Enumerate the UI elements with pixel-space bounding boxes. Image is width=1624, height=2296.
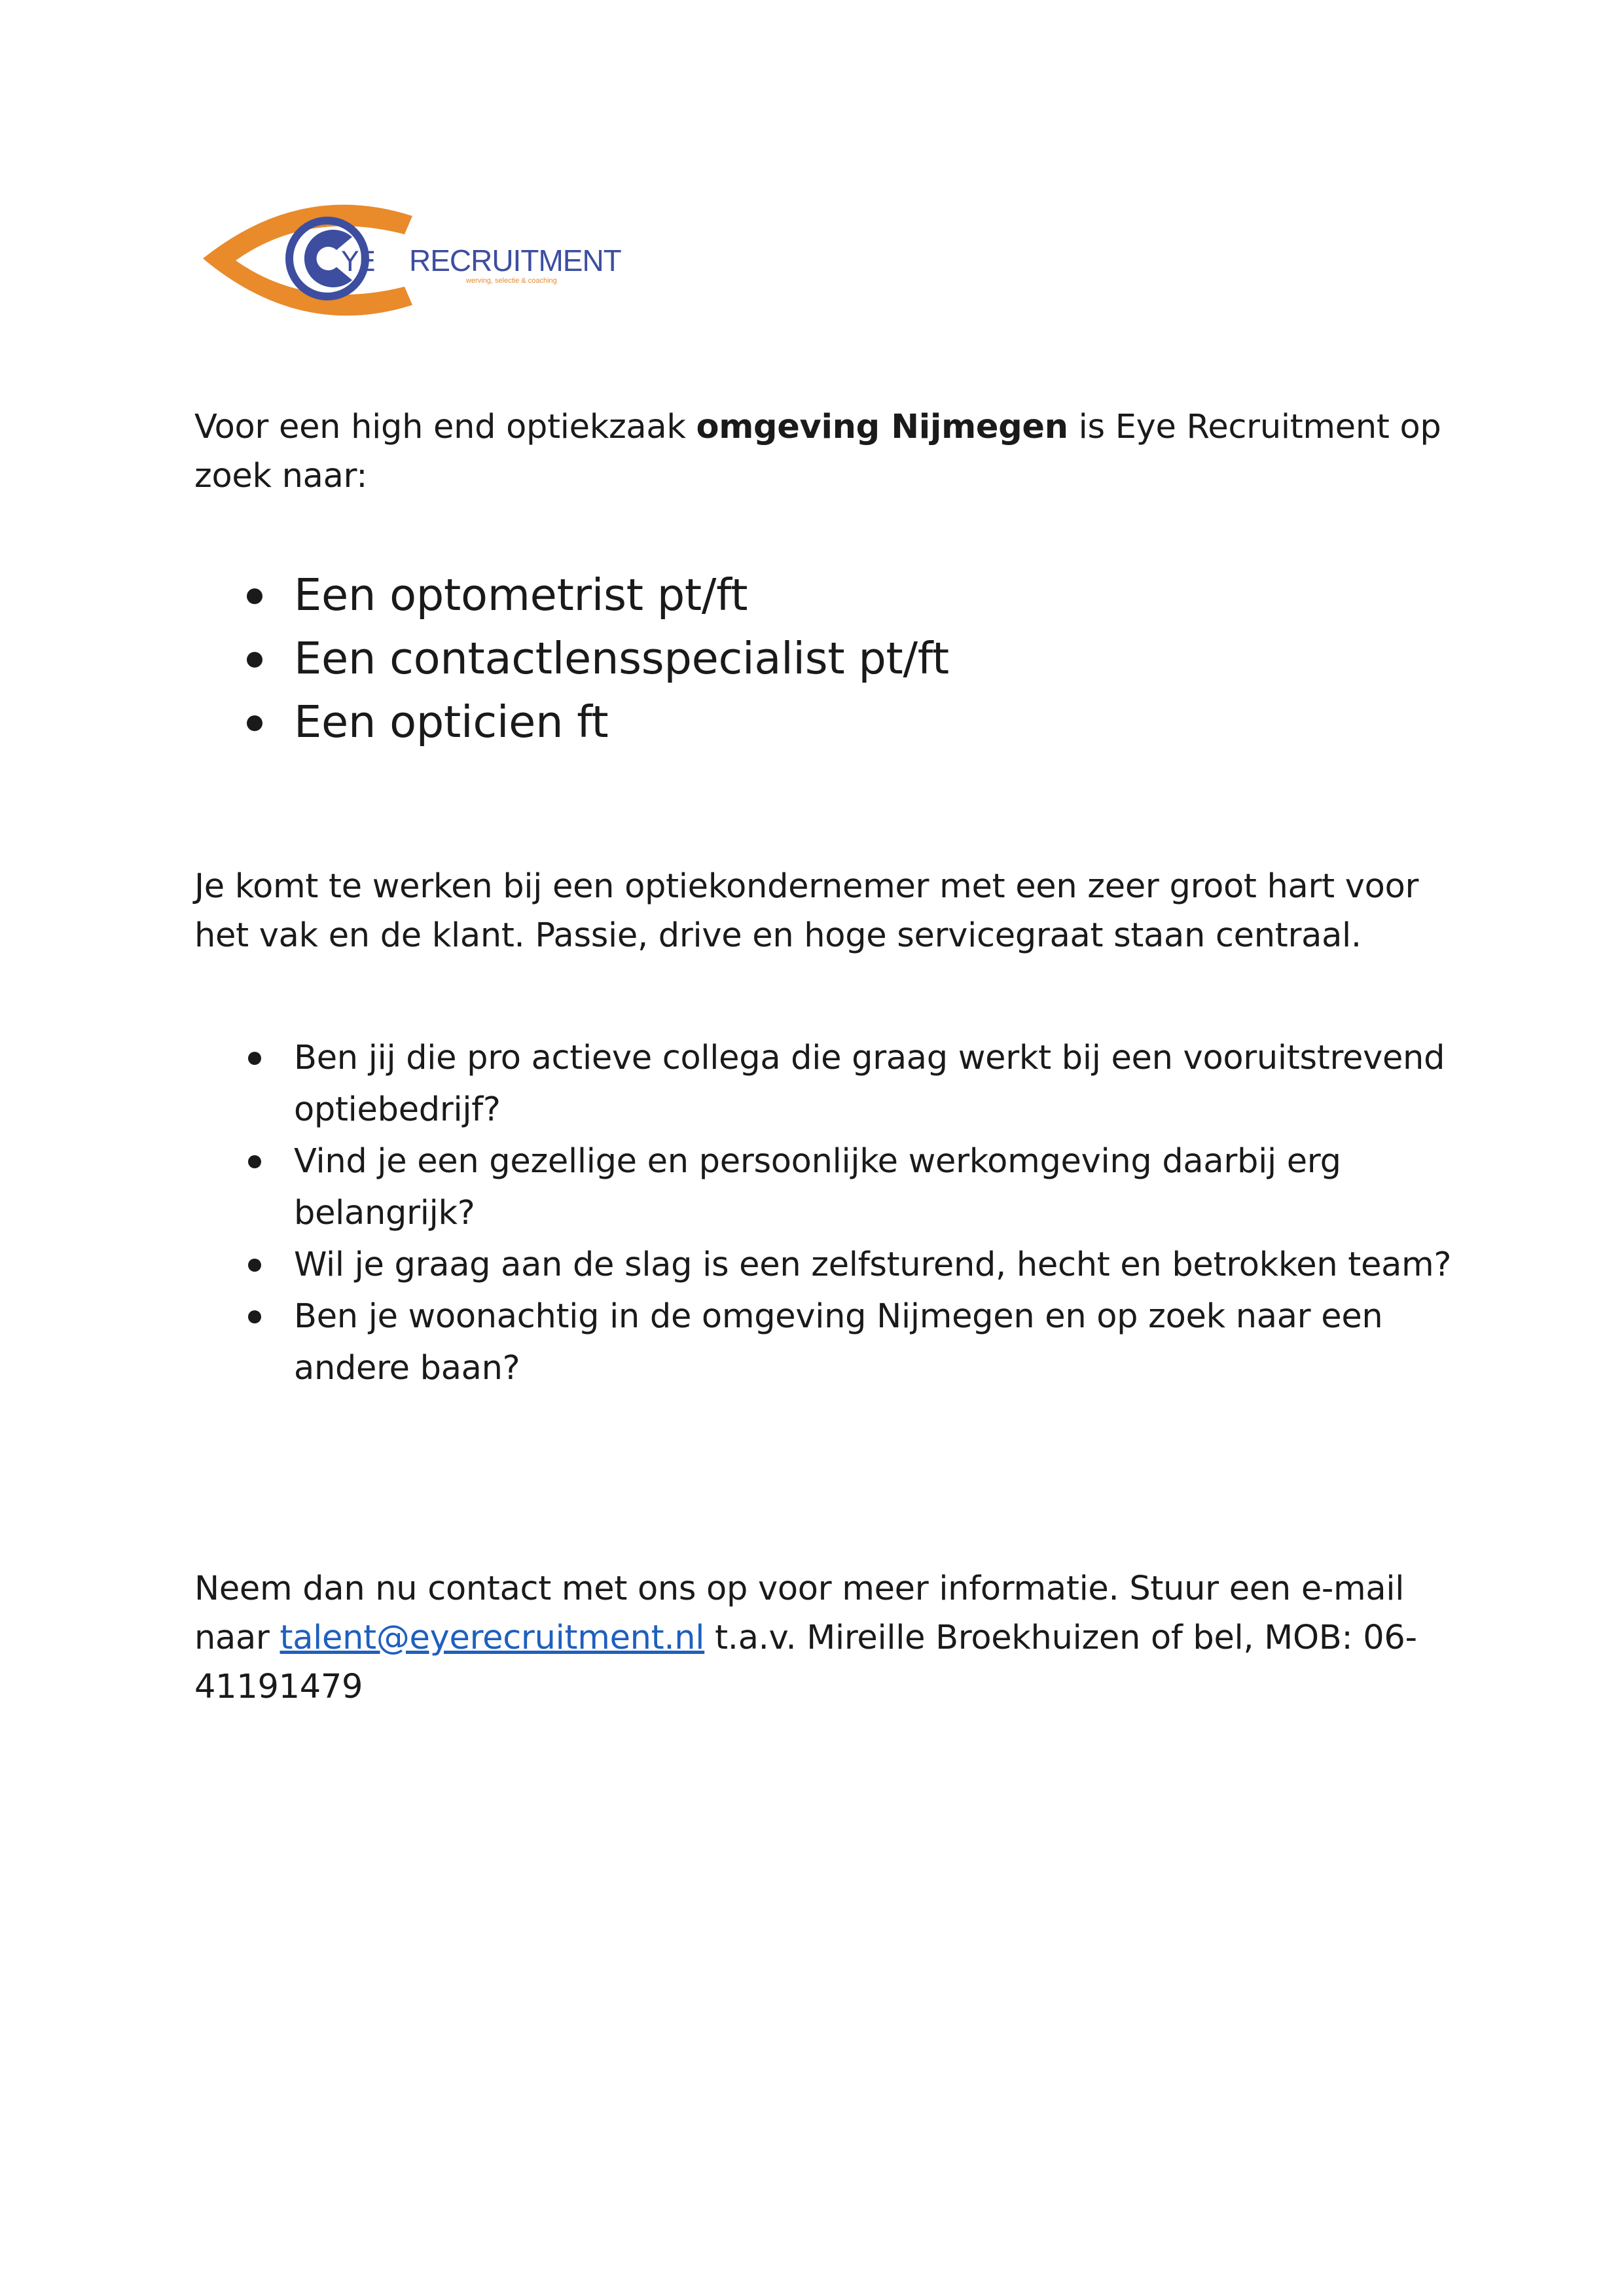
- list-item: Een opticien ft: [194, 691, 1471, 754]
- intro-text-end: is Eye Recruitment op zoek naar:: [194, 408, 1441, 495]
- email-link[interactable]: talent@eyerecruitment.nl: [280, 1619, 705, 1657]
- questions-list: [194, 1032, 1471, 1394]
- intro-text-start: Voor een high end optiekzaak: [194, 408, 696, 446]
- contact-text-end: t.a.v. Mireille Broekhuizen of bel, MOB: 06-41191479: [194, 1619, 1417, 1706]
- eye-logo-icon: [196, 190, 641, 334]
- list-item: Vind je een gezellige en persoonlijke werkomgeving daarbij erg belangrijk?: [194, 1136, 1471, 1239]
- logo-text-left: YE: [342, 245, 376, 278]
- logo-text-right: RECRUITMENT: [409, 243, 621, 278]
- description-paragraph: Je komt te werken bij een optiekondernemer met een zeer groot hart voor het vak en de klant. Passie, drive en hoge servicegraat staan centraal.: [194, 867, 1419, 955]
- positions-list: [194, 564, 1471, 754]
- list-item: Een contactlensspecialist pt/ft: [194, 627, 1471, 691]
- list-item: Ben jij die pro actieve collega die graag werkt bij een vooruitstrevend optiebedrijf?: [194, 1032, 1471, 1136]
- contact-text-start: Neem dan nu contact met ons op voor meer informatie. Stuur een e-mail naar: [194, 1570, 1405, 1657]
- logo-tagline: werving, selectie & coaching: [466, 277, 557, 285]
- list-item: Een optometrist pt/ft: [194, 564, 1471, 627]
- list-item: Ben je woonachtig in de omgeving Nijmegen en op zoek naar een andere baan?: [194, 1291, 1471, 1394]
- eye-recruitment-logo: [196, 190, 641, 334]
- document-body: [194, 403, 1471, 1712]
- intro-location: omgeving Nijmegen: [696, 408, 1068, 446]
- contact-paragraph: [194, 1564, 1471, 1712]
- list-item: Wil je graag aan de slag is een zelfsturend, hecht en betrokken team?: [194, 1239, 1471, 1291]
- intro-paragraph: [194, 403, 1471, 501]
